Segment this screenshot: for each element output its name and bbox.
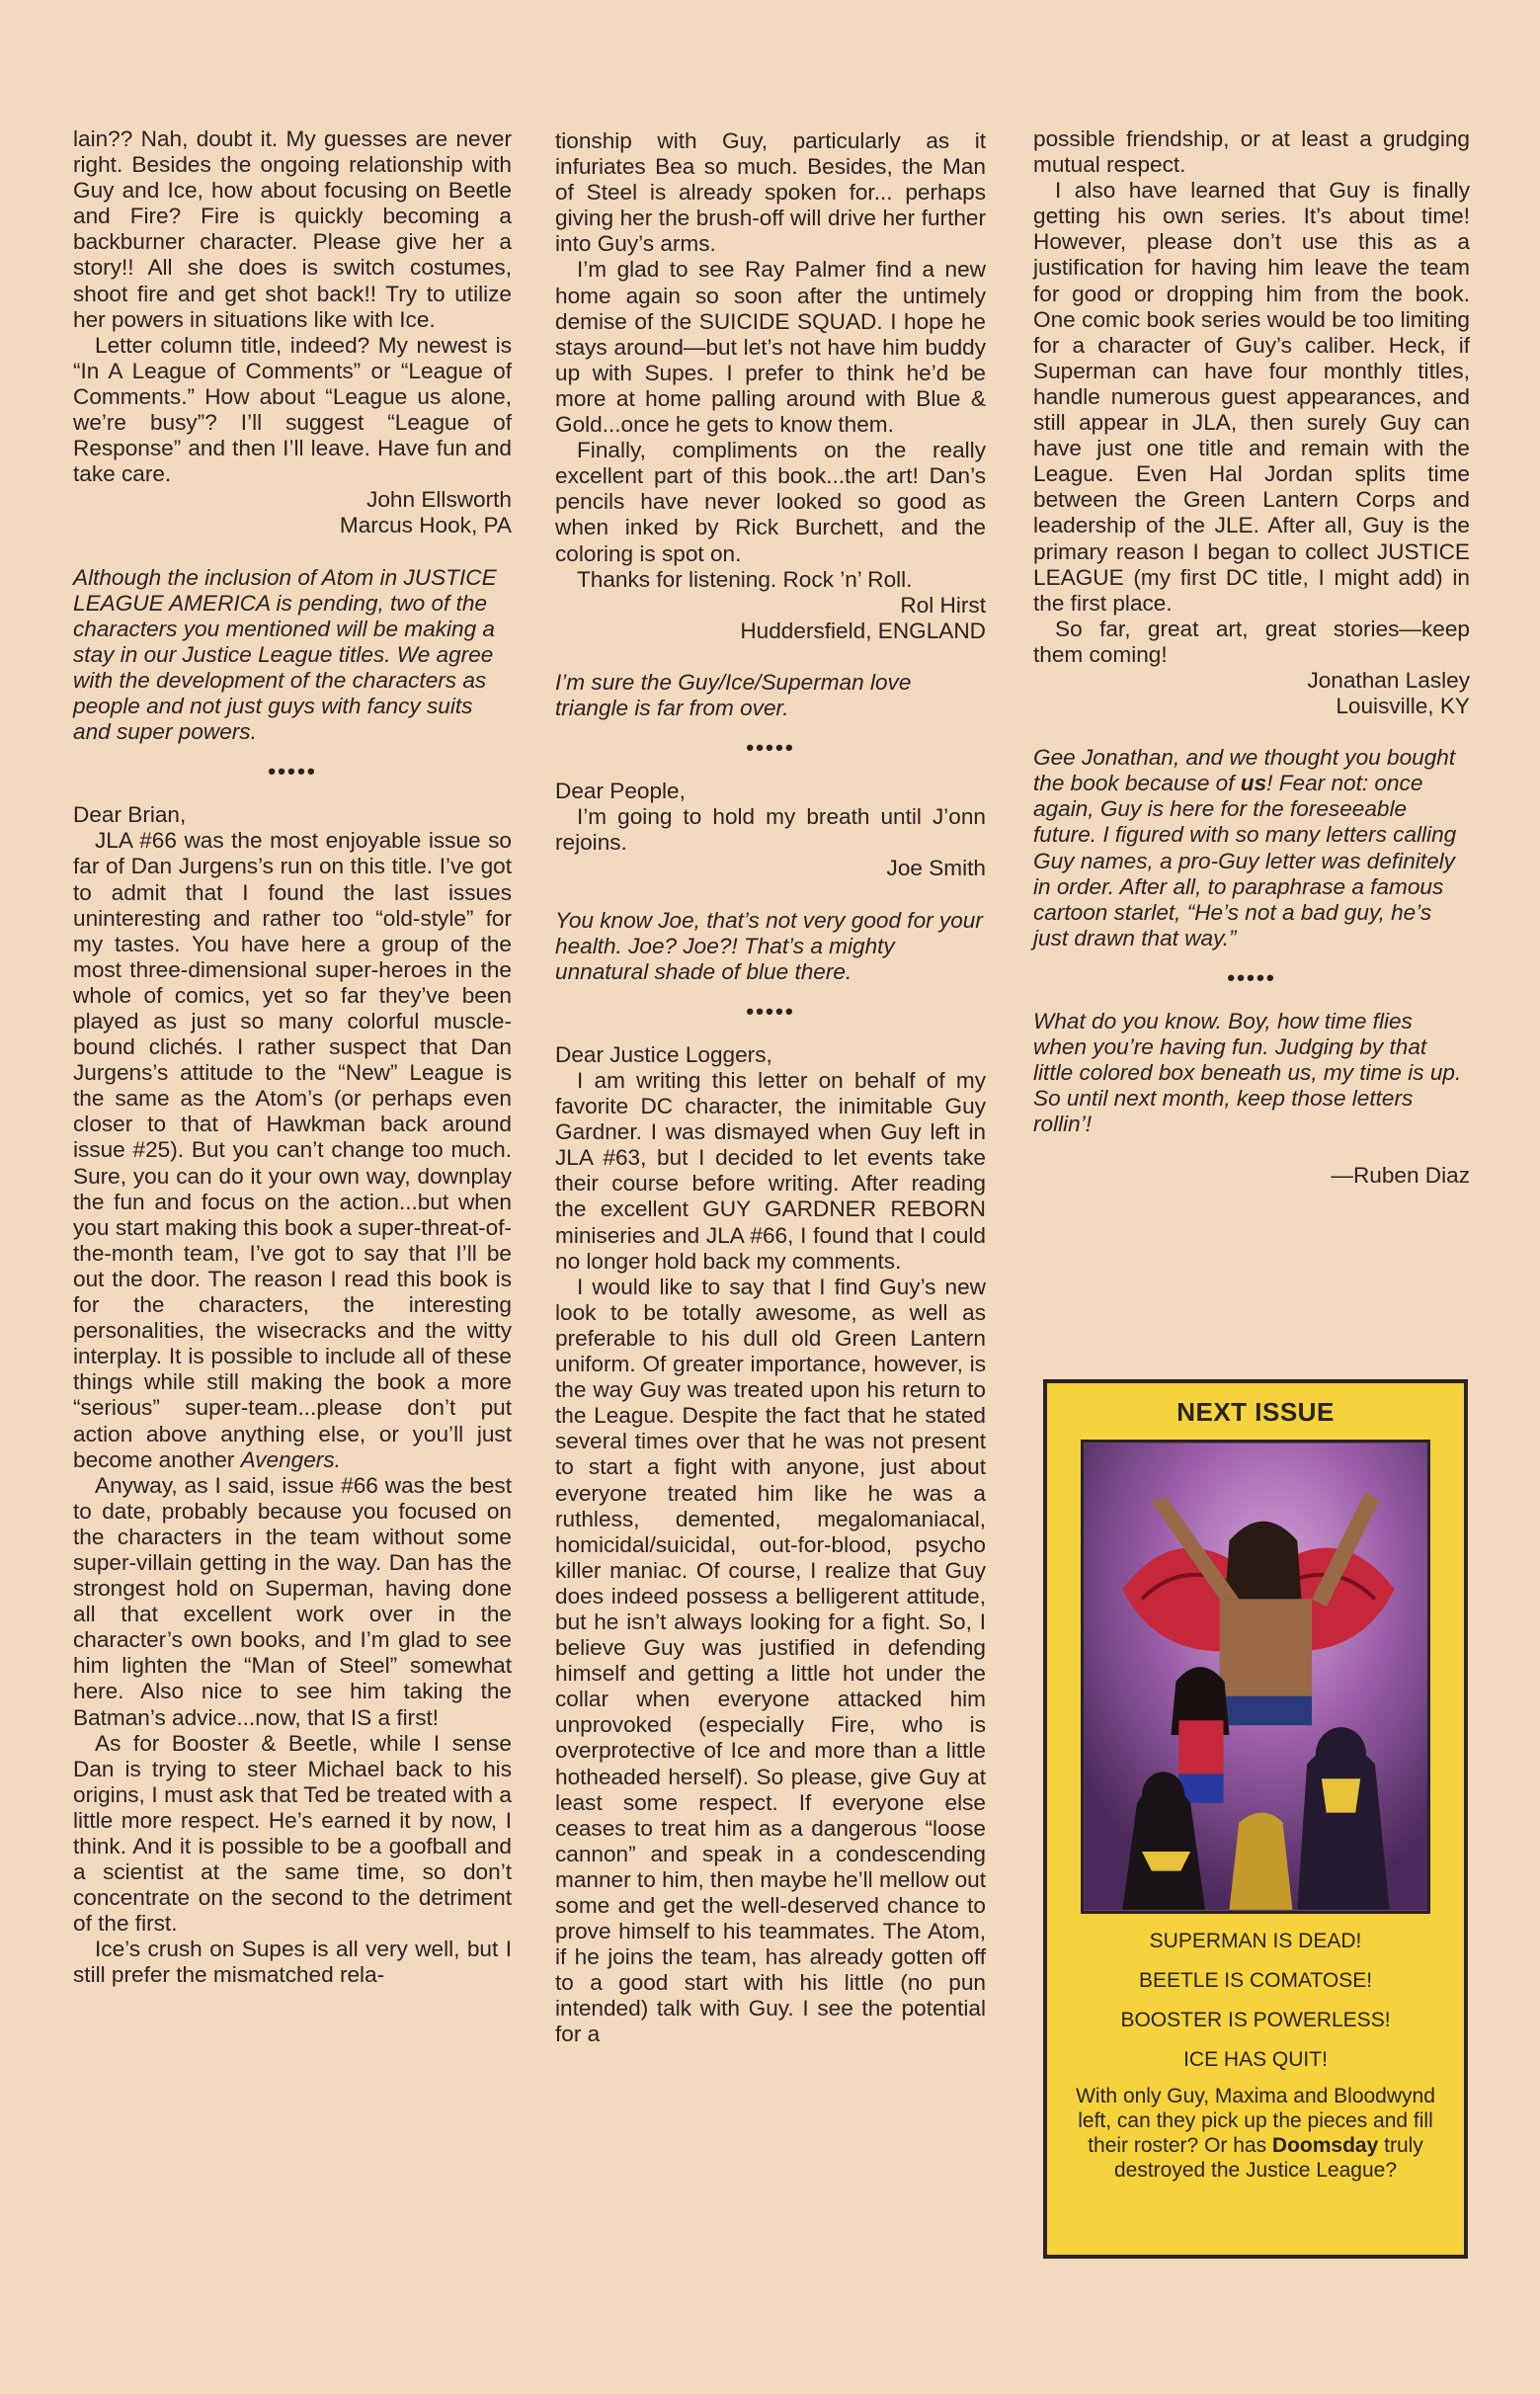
editor-signature: —Ruben Diaz bbox=[1331, 1163, 1470, 1189]
letter-paragraph: I am writing this letter on behalf of my favorite DC character, the inimitable Guy Gardner. I was dismayed when Guy left in JLA #63, but I decided to let events take their course before writing. After reading the excellent GUY GARDNER REBORN miniseries and JLA #66, I found that I could no longer hold back my comments. bbox=[555, 1068, 986, 1274]
letter-paragraph bbox=[73, 828, 512, 1472]
letter-paragraph: I would like to say that I find Guy’s new look to be totally awesome, as well as preferable to his dull old Green Lantern uniform. Of greater importance, however, is the way Guy was treated upon his return to the League. Despite the fact that he stated several times over that he was not present to start a fight with anyone, just about everyone treated him like he was a ruthless, demented, megalomaniacal, homicidal/suicidal, out-for-blood, psycho killer maniac. Of course, I realize that Guy does indeed possess a belligerent attitude, but he isn’t always looking for a fight. So, I believe Guy was justified in defending himself and getting a little hot under the collar when everyone attacked him unprovoked (especially Fire, who is overprotective of Ice and more than a little hotheaded herself). So please, give Guy at least some respect. If everyone else ceases to treat him as a dangerous “loose cannon” and speak in a condescending manner to him, then maybe he’ll mellow out some and get the well-deserved chance to prove himself to his teammates. The Atom, if he joins the team, has already gotten off to a good start with his little (no pun intended) talk with Guy. I see the potential for a bbox=[555, 1274, 986, 2047]
letter-salutation: Dear People, bbox=[555, 779, 686, 804]
letter-paragraph: I also have learned that Guy is finally getting his own series. It’s about time! However, please don’t use this as a justification for having him leave the team for good or dropping him from the book. One comic book series would be too limiting for a character of Guy’s caliber. Heck, if Superman can have four monthly titles, handle numerous guest appearances, and still appear in JLA, then surely Guy can have just one title and remain with the League. Even Hal Jordan splits time between the Green Lantern Corps and leadership of the JLE. After all, Guy is the primary reason I began to collect JUSTICE LEAGUE (my first DC title, I might add) in the first place. bbox=[1033, 178, 1470, 616]
letter-salutation: Dear Justice Loggers, bbox=[555, 1041, 772, 1067]
letter-paragraph: So far, great art, great stories—keep them coming! bbox=[1033, 616, 1470, 667]
editor-response: You know Joe, that’s not very good for your health. Joe? Joe?! That’s a mighty unnatural shade of blue there. bbox=[555, 907, 983, 984]
editor-response bbox=[1033, 745, 1470, 951]
letter-paragraph: possible friendship, or at least a grudging mutual respect. bbox=[1033, 126, 1470, 178]
next-issue-artwork bbox=[1081, 1440, 1430, 1914]
section-separator: ••••• bbox=[268, 759, 317, 784]
letter-signature-place: Marcus Hook, PA bbox=[339, 513, 512, 538]
letter-signature-name: Joe Smith bbox=[886, 856, 986, 881]
letter-paragraph: Letter column title, indeed? My newest is “In A League of Comments” or “League of Comments.” How about “League us alone, we’re busy”? I’ll suggest “League of Response” and then I’ll leave. Have fun and take care. bbox=[73, 332, 512, 487]
editor-response: What do you know. Boy, how time flies when you’re having fun. Judging by that little colored box beneath us, my time is up. So until next month, keep those letters rollin’! bbox=[1033, 1009, 1462, 1137]
letter-paragraph: I’m glad to see Ray Palmer find a new home again so soon after the untimely demise of the SUICIDE SQUAD. I hope he stays around—but let’s not have him buddy up with Supes. I prefer to think he’d be more at home palling around with Blue & Gold...once he gets to know them. bbox=[555, 257, 986, 438]
next-issue-blurb bbox=[1075, 2084, 1436, 2183]
next-issue-teaser-3: BOOSTER IS POWERLESS! bbox=[1120, 2009, 1391, 2031]
letter-text: JLA #66 was the most enjoyable issue so far of Dan Jurgens’s run on this title. I’ve got to admit that I found the last issues uninteresting and rather too “old-style” for my tastes. You have here a group of the most three-dimensional super-heroes in the whole of comics, yet so far they’ve been played as just so many colorful muscle-bound clichés. I rather suspect that Dan Jurgens’s attitude to the “New” League is the same as the Atom’s (or perhaps even closer to that of Hawkman back around issue #25). But you can’t change too much. Sure, you can do it your own way, downplay the fun and focus on the action...but when you start making this book a super-threat-of-the-month team, I’ve got to say that I’ll be out the door. The reason I read this book is for the characters, the interesting personalities, the wisecracks and the witty interplay. It is possible to include all of these things while still making the book a more “serious” super-team...please don’t put action above anything else, or you’ll just become another bbox=[73, 828, 512, 1472]
section-separator: ••••• bbox=[1227, 964, 1276, 990]
response-emphasis: us bbox=[1240, 771, 1267, 796]
letter-salutation: Dear Brian, bbox=[73, 802, 187, 828]
next-issue-teaser-2: BEETLE IS COMATOSE! bbox=[1138, 1969, 1373, 1992]
section-separator: ••••• bbox=[746, 998, 795, 1024]
letters-column-1 bbox=[73, 126, 512, 1989]
next-issue-teaser-1: SUPERMAN IS DEAD! bbox=[1149, 1930, 1362, 1952]
letter-paragraph: Anyway, as I said, issue #66 was the best to date, probably because you focused on the characters in the team without some super-villain getting in the way. Dan has the strongest hold on Superman, having done all that excellent work over in the character’s own books, and I’m glad to see him lighten the “Man of Steel” somewhat here. Also nice to see him taking the Batman’s advice...now, that IS a first! bbox=[73, 1472, 512, 1730]
letter-paragraph: Finally, compliments on the really excellent part of this book...the art! Dan’s pencils have never looked so good as when inked by Rick Burchett, and the coloring is spot on. bbox=[555, 438, 986, 566]
response-text: Gee Jonathan, and we thought you bought the book because of bbox=[1033, 745, 1456, 796]
letter-paragraph: Ice’s crush on Supes is all very well, but I still prefer the mismatched rela- bbox=[73, 1937, 512, 1988]
next-issue-box bbox=[1043, 1379, 1468, 2259]
letter-signature-name: Rol Hirst bbox=[900, 592, 986, 618]
letter-paragraph: I’m going to hold my breath until J’onn rejoins. bbox=[555, 804, 986, 856]
letter-text-italic: Avengers. bbox=[240, 1446, 341, 1472]
letter-signature-name: John Ellsworth bbox=[366, 487, 512, 513]
response-text: ! Fear not: once again, Guy is here for the foreseeable future. I figured with so many letters calling Guy names, a pro-Guy letter was definitely in order. After all, to paraphrase a famous cartoon starlet, “He’s not a bad guy, he’s just drawn that way.” bbox=[1033, 771, 1457, 950]
letter-paragraph: lain?? Nah, doubt it. My guesses are never right. Besides the ongoing relationship with Guy and Ice, how about focusing on Beetle and Fire? Fire is quickly becoming a backburner character. Please give her a story!! All she does is switch costumes, shoot fire and get shot back!! Try to utilize her powers in situations like with Ice. bbox=[73, 126, 512, 332]
section-separator: ••••• bbox=[746, 735, 795, 761]
letters-column-2 bbox=[555, 128, 986, 2048]
editor-response: I’m sure the Guy/Ice/Superman love triangle is far from over. bbox=[555, 669, 912, 720]
next-issue-teaser-4: ICE HAS QUIT! bbox=[1183, 2048, 1328, 2071]
letter-paragraph: Thanks for listening. Rock ’n’ Roll. bbox=[577, 566, 913, 592]
editor-response: Although the inclusion of Atom in JUSTICE LEAGUE AMERICA is pending, two of the characters you mentioned will be making a stay in our Justice League titles. We agree with the development of the characters as people and not just guys with fancy suits and super powers. bbox=[73, 564, 497, 745]
blurb-text: With only Guy, Maxima and Bloodwynd left, can they pick up the pieces and fill their roster? Or has bbox=[1076, 2085, 1435, 2157]
letter-signature-place: Huddersfield, ENGLAND bbox=[740, 618, 986, 643]
letter-signature-place: Louisville, KY bbox=[1336, 694, 1470, 719]
letter-paragraph: As for Booster & Beetle, while I sense Dan is trying to steer Michael back to his origins, I must ask that Ted be treated with a little more respect. He’s earned it by now, I think. And it is possible to be a goofball and a scientist at the same time, so don’t concentrate on the second to the detriment of the first. bbox=[73, 1730, 512, 1937]
letter-paragraph: tionship with Guy, particularly as it infuriates Bea so much. Besides, the Man of Steel is already spoken for... perhaps giving her the brush-off will drive her further into Guy’s arms. bbox=[555, 128, 986, 257]
letter-signature-name: Jonathan Lasley bbox=[1307, 667, 1470, 693]
blurb-emphasis: Doomsday bbox=[1271, 2134, 1379, 2157]
blurb-text: truly destroyed the Justice League? bbox=[1113, 2134, 1423, 2182]
next-issue-title: NEXT ISSUE bbox=[1176, 1397, 1335, 1427]
letters-column-3 bbox=[1033, 126, 1470, 1190]
